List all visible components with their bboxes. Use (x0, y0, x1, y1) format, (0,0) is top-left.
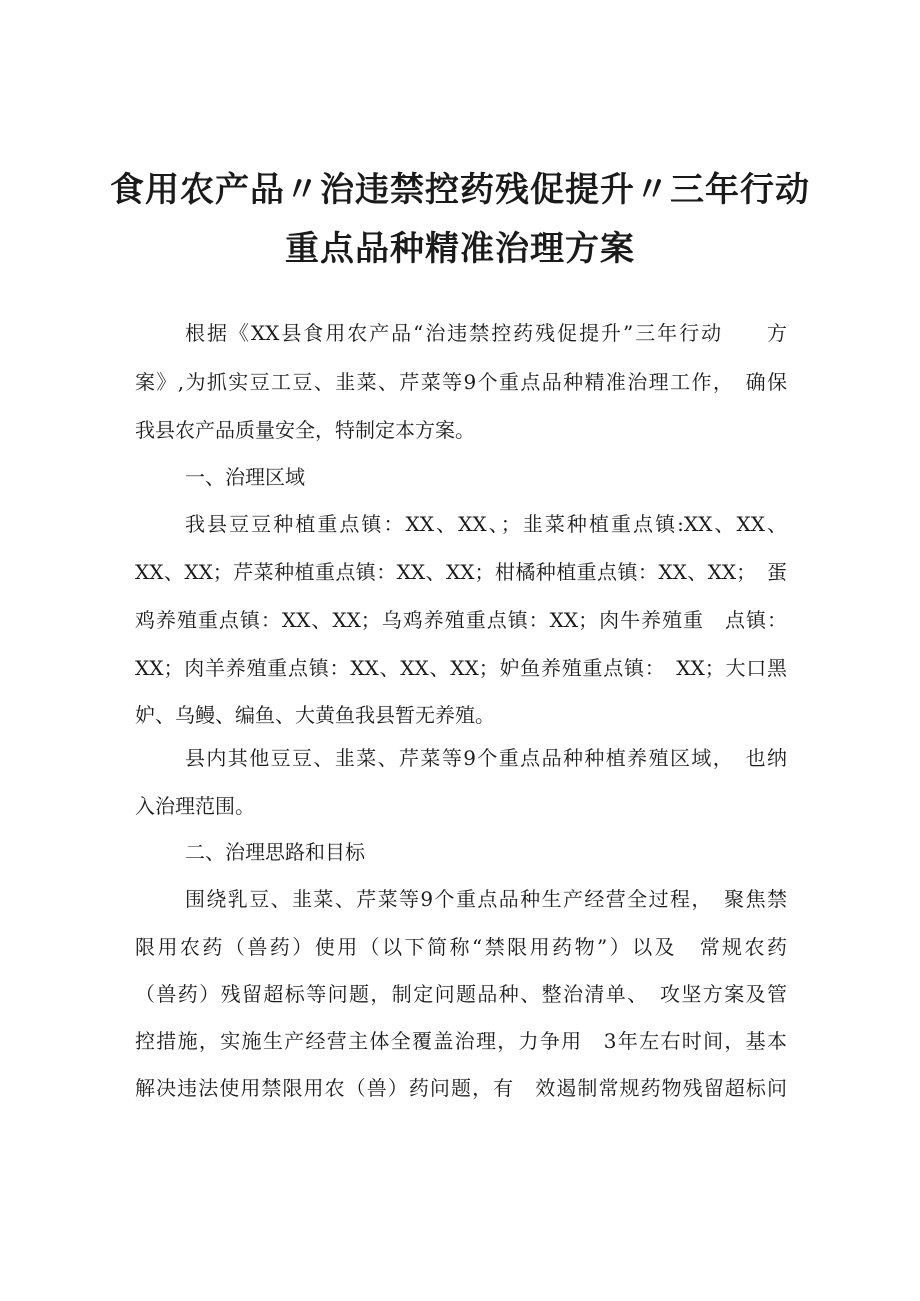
section-2-heading: 二、治理思路和目标 (185, 840, 365, 864)
intro-line-2: 案》,为抓实豆工豆、韭菜、芹菜等9个重点品种精准治理工作， 确保 (135, 370, 787, 394)
section-2-line-2: 限用农药（兽药）使用（以下简称“禁限用药物”）以及 常规农药 (135, 935, 787, 959)
section-1-line-5: 妒、乌鳗、编鱼、大黄鱼我县暂无养殖。 (135, 703, 495, 727)
section-2-line-4: 控措施，实施生产经营主体全覆盖治理，力争用 3年左右时间，基本 (135, 1029, 787, 1053)
section-2-line-3: （兽药）残留超标等问题，制定问题品种、整治清单、 攻坚方案及管 (135, 982, 787, 1006)
intro-line-1: 根据《XX县食用农产品“治违禁控药残促提升”三年行动 方 (185, 321, 787, 345)
section-1-heading: 一、治理区域 (185, 465, 305, 489)
section-1-line-3: 鸡养殖重点镇：XX、XX；乌鸡养殖重点镇：XX；肉牛养殖重 点镇： (135, 608, 787, 632)
section-1-extra-line-1: 县内其他豆豆、韭菜、芹菜等9个重点品种种植养殖区域， 也纳 (185, 746, 787, 770)
section-2-line-5: 解决违法使用禁限用农（兽）药问题，有 效遏制常规药物残留超标问 (135, 1076, 787, 1100)
section-1-line-4: XX；肉羊养殖重点镇：XX、XX、XX；妒鱼养殖重点镇： XX；大口黑 (135, 656, 787, 680)
section-1-extra-line-2: 入治理范围。 (135, 794, 255, 818)
intro-line-3: 我县农产品质量安全，特制定本方案。 (135, 418, 475, 442)
section-1-line-2: XX、XX；芹菜种植重点镇：XX、XX；柑橘种植重点镇：XX、XX； 蛋 (135, 560, 787, 584)
document-title-line-1: 食用农产品〃治违禁控药残促提升〃三年行动 (110, 170, 810, 210)
section-1-line-1: 我县豆豆种植重点镇：XX、XX、；韭菜种植重点镇:XX、XX、 (185, 512, 787, 536)
document-title-line-2: 重点品种精准治理方案 (285, 229, 635, 269)
section-2-line-1: 围绕乳豆、韭菜、芹菜等9个重点品种生产经营全过程， 聚焦禁 (185, 887, 787, 911)
